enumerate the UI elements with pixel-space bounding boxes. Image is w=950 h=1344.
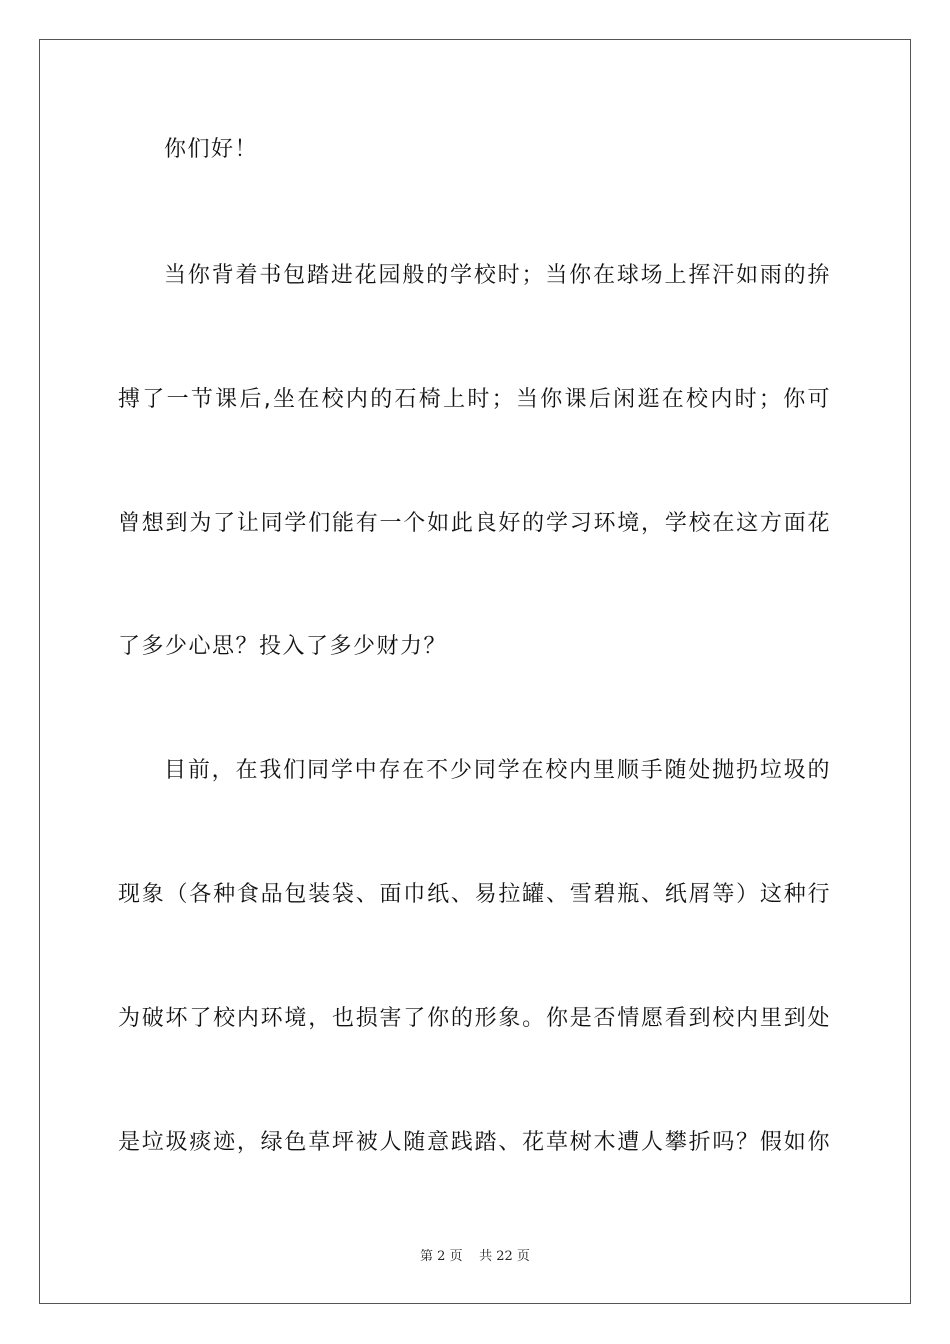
paragraph-line: 是垃圾痰迹，绿色草坪被人随意践踏、花草树木遭人攀折吗？假如你 — [118, 1130, 831, 1155]
paragraph-line: 现象（各种食品包装袋、面巾纸、易拉罐、雪碧瓶、纸屑等）这种行 — [118, 882, 831, 907]
page-border — [39, 39, 911, 1304]
page-number: 第 2 页 — [420, 1249, 463, 1264]
greeting-line: 你们好！ — [164, 137, 259, 162]
paragraph-line: 为破坏了校内环境，也损害了你的形象。你是否情愿看到校内里到处 — [118, 1006, 831, 1031]
paragraph-line: 搏了一节课后,坐在校内的石椅上时；当你课后闲逛在校内时；你可 — [118, 387, 831, 412]
paragraph-line: 曾想到为了让同学们能有一个如此良好的学习环境，学校在这方面花 — [118, 511, 831, 536]
paragraph-line: 目前，在我们同学中存在不少同学在校内里顺手随处抛扔垃圾的 — [164, 758, 831, 783]
paragraph-line: 当你背着书包踏进花园般的学校时；当你在球场上挥汗如雨的拚 — [164, 263, 831, 288]
paragraph-line: 了多少心思？投入了多少财力？ — [118, 634, 448, 659]
page-total: 共 22 页 — [479, 1249, 530, 1264]
page-footer — [0, 1248, 950, 1266]
